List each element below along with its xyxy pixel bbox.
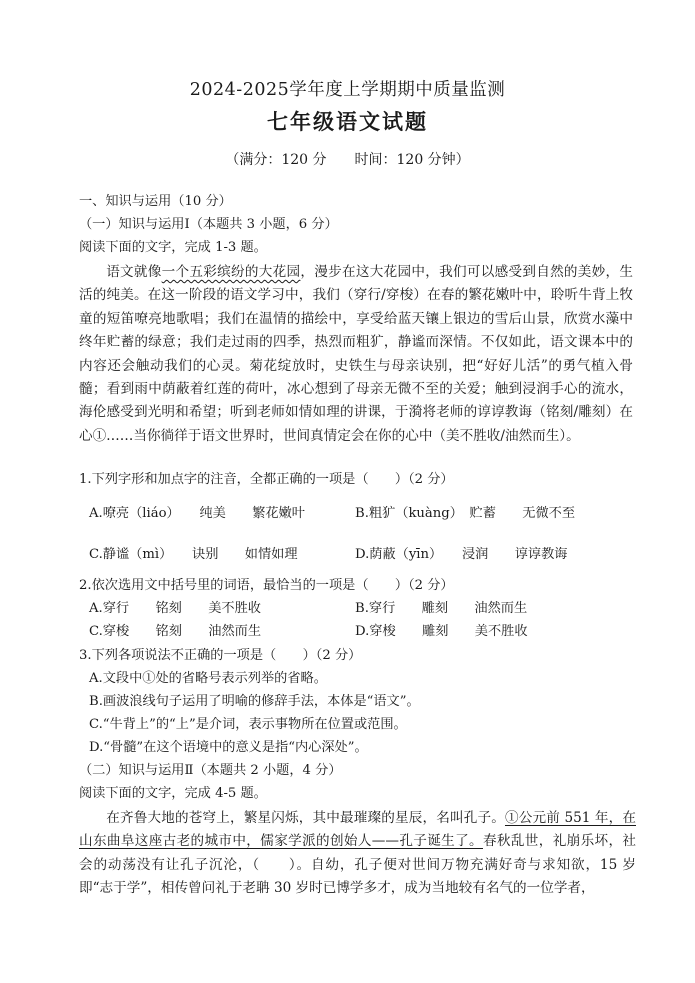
question-3-option-d: D.“骨髓”在这个语境中的意义是指“内心深处”。 [89,740,368,755]
part1-instruction: 阅读下面的文字，完成 1-3 题。 [79,240,267,255]
passage-1-text: 骨髓 [79,357,633,398]
exam-meta: （满分：120 分 时间：120 分钟） [225,152,470,168]
part2-instruction: 阅读下面的文字，完成 4-5 题。 [79,786,267,801]
question-2-stem: 2.依次选用文中括号里的词语，最恰当的一项是（ ）（2 分） [79,578,454,593]
passage-1-text: 背上 [591,287,620,304]
question-2-option-d: D.穿梭 雕刻 美不胜收 [355,624,528,639]
passage-2 [79,807,636,901]
question-1-stem: 1.下列字形和加点字的注音，全都正确的一项是（ ）（2 分） [79,472,454,487]
question-3-stem: 3.下列各项说法不正确的一项是（ ）（2 分） [79,648,362,663]
question-2-option-c: C.穿梭 铭刻 油然而生 [89,624,262,639]
question-1-option-d: D.荫蔽（yīn） 浸润 谆谆教诲 [355,547,568,562]
subject-title: 七年级语文试题 [267,110,428,134]
question-2-option-a: A.穿行 铭刻 美不胜收 [89,601,261,616]
question-3-option-c: C.“牛背上”的“上”是介词，表示事物所在位置或范围。 [89,717,407,732]
passage-2-text: 在齐鲁大地的苍穹上，繁星闪烁，其中最璀璨的星辰，名叫孔子。 [106,810,505,826]
passage-1-text: 语文就像 [106,264,162,280]
part1-heading: （一）知识与运用Ⅰ（本题共 3 小题，6 分） [79,217,338,232]
passage-1-text: ；看到雨中荫蔽着红莲的荷叶，冰心想到了母亲无微不至的关爱；触到浸润手心的流水，海伦感受到光明和希望；听到老师如情如理的讲课，于漪将老师的谆谆教诲（铭刻/雕刻）在心①……当你徜徉于语文世界时，世间真情定会在你的心中（美不胜收/油然而生）。 [79,381,633,444]
part2-heading: （二）知识与运用Ⅱ（本题共 2 小题，4 分） [79,763,342,778]
question-3-option-a: A.文段中①处的省略号表示列举的省略。 [89,671,327,686]
underlined-sentence: ①公元前 551 年，在山东曲阜这座古老的城市中，儒家学派的创始人——孔子诞生了。 [79,810,636,850]
question-1-option-a: A.嘹亮（liáo） 纯美 繁花嫩叶 [89,506,305,521]
question-1-option-b: B.粗犷（kuàng） 贮蓄 无微不至 [355,506,576,521]
question-3-option-b: B.画波浪线句子运用了明喻的修辞手法，本体是“语文”。 [89,694,420,709]
exam-title: 2024-2025学年度上学期期中质量监测 [189,80,506,100]
question-2-option-b: B.穿行 雕刻 油然而生 [355,601,528,616]
passage-1 [79,261,633,448]
passage-1-text: 牧童的短笛嘹亮地歌唱；我们在温情的描绘中，享受给蓝天镶上银边的雪后山景，欣赏水藻中终年贮蓄的绿意；我们走过雨的四季，热烈而粗犷，静谧而深情。不仅如此，语文课本中的内容还会触动我们的心灵。菊花绽放时，史铁生与母亲诀别，把“好好儿活”的勇气植入 [79,287,634,374]
passage-2-text: 春秋乱世，礼崩乐坏，社会的动荡没有让孔子沉沦，（ ）。自幼，孔子便对世间万物充满好奇与求知欲，15 岁即“志于学”，相传曾问礼于老聃 30 岁时已博学多才，成为当地较有名气的一位学者， [79,833,637,897]
question-1-option-c: C.静谧（mì） 诀别 如情如理 [89,547,298,562]
wavy-underlined-phrase: 一个五彩缤纷的大花园 [161,264,301,280]
passage-1-text: ，漫步在这大花园中，我们可以感受到自然的美妙，生活的纯美。在这一阶段的语文学习中，我们（穿行/穿梭）在春的繁花嫩叶中，聆听牛 [79,264,634,304]
section-heading: 一、知识与运用（10 分） [79,194,232,209]
